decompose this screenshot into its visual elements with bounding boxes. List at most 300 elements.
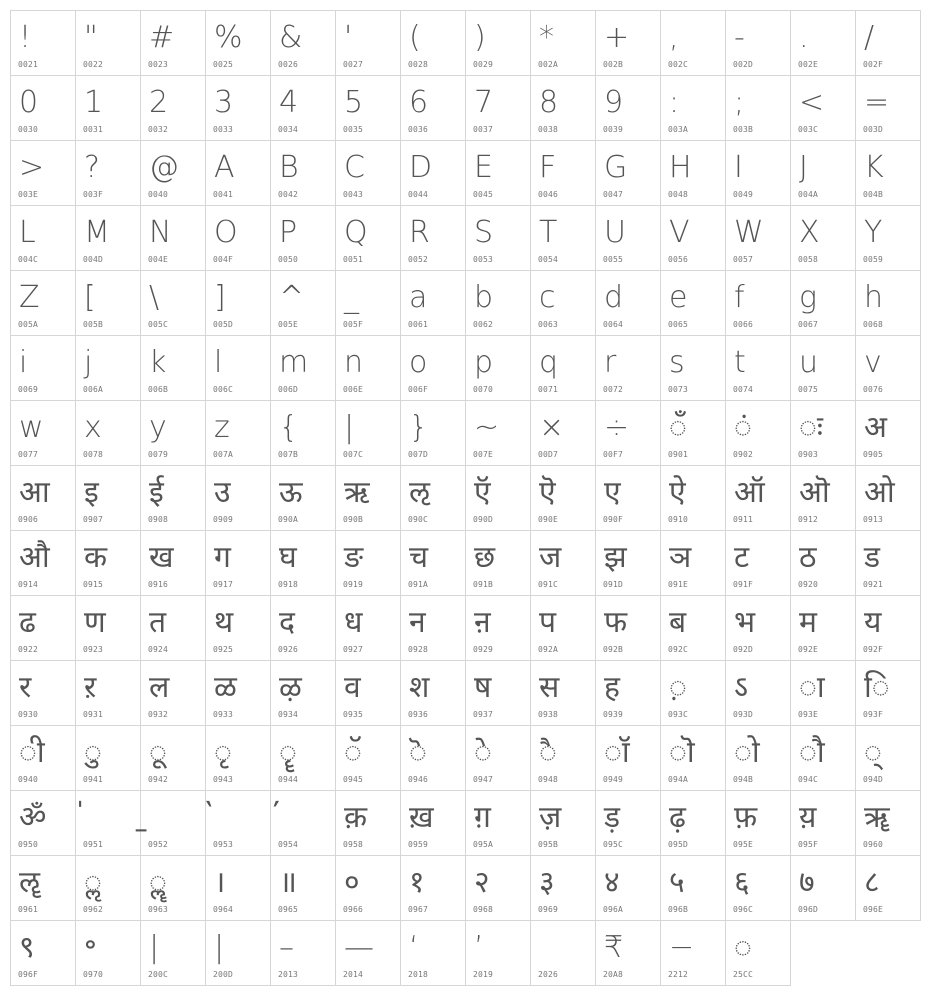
glyph-cell (856, 401, 921, 466)
glyph-char: ह (604, 670, 620, 705)
glyph-cell (11, 531, 76, 596)
glyph-char: फ़ (734, 800, 758, 835)
glyph-char: ै (539, 735, 557, 770)
glyph-code: 0049 (733, 190, 754, 199)
glyph-code: 0077 (18, 450, 39, 459)
glyph-cell (856, 76, 921, 141)
glyph-char: Y (864, 215, 883, 250)
glyph-char: n (344, 345, 364, 380)
glyph-char: w (19, 410, 44, 445)
glyph-code: 0032 (148, 125, 169, 134)
glyph-char: ग़ (474, 800, 491, 835)
glyph-char: A (214, 150, 235, 185)
glyph-code: 0923 (83, 645, 104, 654)
glyph-cell (596, 791, 661, 856)
glyph-char: R (409, 215, 430, 250)
glyph-code: 0055 (603, 255, 624, 264)
glyph-cell (271, 271, 336, 336)
glyph-code: 0966 (343, 905, 364, 914)
glyph-cell (206, 661, 271, 726)
glyph-code: 0912 (798, 515, 819, 524)
glyph-code: 091C (538, 580, 559, 589)
glyph-code: 092F (863, 645, 884, 654)
glyph-char: ( (409, 20, 421, 55)
glyph-cell (596, 336, 661, 401)
glyph-code: 0065 (668, 320, 689, 329)
glyph-char: f (734, 280, 745, 315)
glyph-char: झ (604, 540, 627, 575)
glyph-char: — (344, 930, 374, 965)
glyph-code: 004D (83, 255, 104, 264)
glyph-char: ~ (474, 410, 500, 445)
glyph-code: 0917 (213, 580, 234, 589)
glyph-code: 0914 (18, 580, 39, 589)
glyph-char: 6 (409, 85, 429, 120)
glyph-cell (11, 206, 76, 271)
glyph-char: उ (214, 475, 231, 510)
glyph-cell (531, 401, 596, 466)
glyph-code: 090C (408, 515, 429, 524)
glyph-cell (726, 401, 791, 466)
glyph-code: 0054 (538, 255, 559, 264)
glyph-code: 0041 (213, 190, 234, 199)
glyph-code: 0903 (798, 450, 819, 459)
glyph-code: 002B (603, 60, 624, 69)
glyph-cell (726, 336, 791, 401)
glyph-code: 0906 (18, 515, 39, 524)
glyph-cell (466, 336, 531, 401)
glyph-code: 007D (408, 450, 429, 459)
glyph-code: 0075 (798, 385, 819, 394)
glyph-cell (531, 856, 596, 921)
glyph-cell (141, 726, 206, 791)
glyph-cell (791, 791, 856, 856)
glyph-cell (11, 11, 76, 76)
glyph-cell (76, 921, 141, 986)
glyph-code: 0937 (473, 710, 494, 719)
glyph-code: 0936 (408, 710, 429, 719)
glyph-code: 0039 (603, 125, 624, 134)
glyph-char: | (214, 930, 225, 965)
glyph-cell (141, 791, 206, 856)
glyph-code: 0913 (863, 515, 884, 524)
glyph-cell (76, 206, 141, 271)
glyph-cell (76, 726, 141, 791)
glyph-code: 0967 (408, 905, 429, 914)
glyph-grid (10, 10, 921, 986)
glyph-code: 006B (148, 385, 169, 394)
glyph-char: & (279, 20, 303, 55)
glyph-char: T (539, 215, 558, 250)
glyph-code: 0934 (278, 710, 299, 719)
glyph-char: b (474, 280, 494, 315)
glyph-cell (206, 401, 271, 466)
glyph-cell (76, 11, 141, 76)
glyph-char: d (604, 280, 624, 315)
glyph-code: 094D (863, 775, 884, 784)
glyph-cell (76, 141, 141, 206)
glyph-cell (271, 791, 336, 856)
glyph-char: M (84, 215, 110, 250)
glyph-code: 0058 (798, 255, 819, 264)
glyph-cell (726, 921, 791, 986)
glyph-code: 0910 (668, 515, 689, 524)
glyph-char: * (539, 20, 554, 55)
glyph-code: 0945 (343, 775, 364, 784)
glyph-char: | (344, 410, 355, 445)
glyph-char: O (214, 215, 238, 250)
glyph-cell (661, 76, 726, 141)
glyph-code: 0946 (408, 775, 429, 784)
glyph-code: 0050 (278, 255, 299, 264)
glyph-char: − (669, 930, 695, 965)
glyph-cell (76, 401, 141, 466)
glyph-code: 0033 (213, 125, 234, 134)
glyph-cell (661, 11, 726, 76)
glyph-code: 0066 (733, 320, 754, 329)
glyph-char: C (344, 150, 365, 185)
glyph-char: ॉ (604, 735, 630, 770)
glyph-cell (11, 726, 76, 791)
glyph-cell (76, 466, 141, 531)
glyph-code: 00D7 (538, 450, 559, 459)
glyph-cell (11, 661, 76, 726)
glyph-char: ÷ (604, 410, 630, 445)
glyph-cell (76, 596, 141, 661)
glyph-code: 0038 (538, 125, 559, 134)
glyph-cell (856, 596, 921, 661)
glyph-cell (336, 726, 401, 791)
glyph-char: B (279, 150, 299, 185)
glyph-code: 0059 (863, 255, 884, 264)
glyph-code: 091A (408, 580, 429, 589)
glyph-code: 003D (863, 125, 884, 134)
glyph-cell (141, 76, 206, 141)
glyph-cell (401, 661, 466, 726)
glyph-cell (726, 531, 791, 596)
glyph-code: 0030 (18, 125, 39, 134)
glyph-cell (271, 206, 336, 271)
glyph-cell (791, 11, 856, 76)
glyph-cell (596, 466, 661, 531)
glyph-code: 007E (473, 450, 494, 459)
glyph-char: + (604, 20, 630, 55)
glyph-code: 0064 (603, 320, 624, 329)
glyph-cell (336, 271, 401, 336)
glyph-code: 006E (343, 385, 364, 394)
glyph-char: ौ (799, 735, 825, 770)
glyph-char: स (539, 670, 560, 705)
glyph-code: 0047 (603, 190, 624, 199)
glyph-cell (531, 466, 596, 531)
glyph-cell (661, 141, 726, 206)
glyph-char: V (669, 215, 690, 250)
glyph-char: E (474, 150, 493, 185)
glyph-cell (661, 661, 726, 726)
glyph-code: 091D (603, 580, 624, 589)
glyph-code: 0970 (83, 970, 104, 979)
glyph-char: ७ (799, 865, 815, 900)
glyph-cell (206, 336, 271, 401)
glyph-code: 0952 (148, 840, 169, 849)
glyph-cell (336, 336, 401, 401)
glyph-code: 200D (213, 970, 234, 979)
glyph-cell (791, 271, 856, 336)
glyph-char: ई (149, 475, 164, 510)
glyph-char: य़ (799, 800, 817, 835)
glyph-char: ५ (669, 865, 685, 900)
glyph-char: न (409, 605, 426, 640)
glyph-cell (401, 466, 466, 531)
glyph-cell (206, 76, 271, 141)
glyph-char: ि (864, 670, 890, 705)
glyph-char: ] (214, 280, 226, 315)
glyph-code: 0941 (83, 775, 104, 784)
glyph-code: 003F (83, 190, 104, 199)
glyph-cell (856, 791, 921, 856)
glyph-code: 0932 (148, 710, 169, 719)
glyph-cell (11, 401, 76, 466)
glyph-char: ! (19, 20, 32, 55)
glyph-char: P (279, 215, 298, 250)
glyph-cell (596, 11, 661, 76)
glyph-code: 005E (278, 320, 299, 329)
glyph-cell (141, 596, 206, 661)
glyph-cell (856, 856, 921, 921)
glyph-code: 0057 (733, 255, 754, 264)
glyph-code: 0926 (278, 645, 299, 654)
glyph-code: 006A (83, 385, 104, 394)
glyph-code: 004A (798, 190, 819, 199)
glyph-code: 0042 (278, 190, 299, 199)
glyph-cell (206, 726, 271, 791)
glyph-char: e (669, 280, 688, 315)
glyph-code: 095C (603, 840, 624, 849)
glyph-char: 4 (279, 85, 299, 120)
glyph-char: ऍ (474, 475, 491, 510)
glyph-code: 0074 (733, 385, 754, 394)
glyph-cell (336, 596, 401, 661)
glyph-code: 0961 (18, 905, 39, 914)
glyph-cell (531, 726, 596, 791)
glyph-char: क (84, 540, 108, 575)
glyph-cell (661, 401, 726, 466)
glyph-cell (791, 531, 856, 596)
glyph-cell (726, 661, 791, 726)
glyph-char: २ (474, 865, 490, 900)
glyph-char: ड़ (604, 800, 621, 835)
glyph-cell (141, 11, 206, 76)
glyph-cell (726, 856, 791, 921)
glyph-char: , (669, 20, 679, 55)
glyph-code: 096B (668, 905, 689, 914)
glyph-cell (76, 791, 141, 856)
glyph-cell (271, 466, 336, 531)
glyph-cell (141, 401, 206, 466)
glyph-code: 0073 (668, 385, 689, 394)
glyph-code: 0034 (278, 125, 299, 134)
glyph-char: y (149, 410, 167, 445)
glyph-cell (271, 11, 336, 76)
glyph-code: 0067 (798, 320, 819, 329)
glyph-char: ढ (19, 605, 36, 640)
glyph-cell (791, 401, 856, 466)
glyph-code: 25CC (733, 970, 754, 979)
glyph-code: 0045 (473, 190, 494, 199)
glyph-char: ँ (669, 410, 687, 445)
glyph-char: ् (864, 735, 882, 770)
glyph-code: 005A (18, 320, 39, 329)
glyph-cell (466, 596, 531, 661)
glyph-cell (11, 466, 76, 531)
glyph-code: 0901 (668, 450, 689, 459)
glyph-char: म (799, 605, 817, 640)
glyph-char: ऋ (344, 475, 370, 510)
glyph-code: 0048 (668, 190, 689, 199)
glyph-code: 0043 (343, 190, 364, 199)
glyph-code: 094A (668, 775, 689, 784)
glyph-char: ं (734, 410, 752, 445)
glyph-char: ; (734, 85, 745, 120)
glyph-char: g (799, 280, 818, 315)
glyph-cell (271, 921, 336, 986)
glyph-code: 095A (473, 840, 494, 849)
glyph-char: F (539, 150, 557, 185)
glyph-code: 092C (668, 645, 689, 654)
glyph-char: ल (149, 670, 170, 705)
glyph-code: 0947 (473, 775, 494, 784)
glyph-cell (726, 76, 791, 141)
glyph-code: 091E (668, 580, 689, 589)
glyph-code: 096C (733, 905, 754, 914)
glyph-cell (661, 336, 726, 401)
glyph-cell (726, 466, 791, 531)
glyph-cell (206, 921, 271, 986)
glyph-code: 0938 (538, 710, 559, 719)
glyph-char: ॥ (279, 865, 297, 900)
glyph-code: 093D (733, 710, 754, 719)
glyph-cell (141, 271, 206, 336)
glyph-code: 0943 (213, 775, 234, 784)
glyph-char: ८ (864, 865, 880, 900)
glyph-code: 0905 (863, 450, 884, 459)
glyph-char: घ (279, 540, 297, 575)
glyph-cell (661, 271, 726, 336)
glyph-cell (661, 596, 726, 661)
glyph-code: 006F (408, 385, 429, 394)
glyph-cell (141, 336, 206, 401)
glyph-cell (401, 76, 466, 141)
glyph-cell (466, 466, 531, 531)
glyph-cell (401, 531, 466, 596)
glyph-code: 0029 (473, 60, 494, 69)
glyph-code: 0044 (408, 190, 429, 199)
glyph-char: ‘ (409, 930, 419, 965)
glyph-char: 0 (19, 85, 39, 120)
glyph-code: 2018 (408, 970, 429, 979)
glyph-char: क़ (344, 800, 368, 835)
glyph-cell (401, 141, 466, 206)
glyph-code: 0939 (603, 710, 624, 719)
glyph-cell (531, 336, 596, 401)
glyph-char: ९ (19, 930, 35, 965)
glyph-char: ो (734, 735, 760, 770)
glyph-cell (596, 921, 661, 986)
glyph-code: 200C (148, 970, 169, 979)
glyph-char: ऑ (734, 475, 765, 510)
glyph-cell (531, 596, 596, 661)
glyph-char: ॐ (19, 800, 47, 835)
glyph-cell (401, 856, 466, 921)
glyph-code: 0037 (473, 125, 494, 134)
glyph-cell (466, 206, 531, 271)
glyph-char: l (214, 345, 223, 380)
glyph-code: 0948 (538, 775, 559, 784)
glyph-char: - (734, 20, 745, 55)
glyph-code: 002D (733, 60, 754, 69)
glyph-char: < (799, 85, 825, 120)
glyph-code: 0968 (473, 905, 494, 914)
glyph-char: ञ (669, 540, 692, 575)
glyph-char: L (19, 215, 36, 250)
glyph-cell (336, 921, 401, 986)
glyph-code: 096D (798, 905, 819, 914)
glyph-code: 0076 (863, 385, 884, 394)
glyph-char: आ (19, 475, 50, 510)
glyph-cell (856, 661, 921, 726)
glyph-code: 002E (798, 60, 819, 69)
glyph-char: छ (474, 540, 496, 575)
glyph-code: 007A (213, 450, 234, 459)
glyph-code: 007C (343, 450, 364, 459)
glyph-code: 0940 (18, 775, 39, 784)
glyph-char: p (474, 345, 494, 380)
glyph-cell (206, 856, 271, 921)
glyph-cell (466, 531, 531, 596)
glyph-cell (401, 921, 466, 986)
glyph-code: 2026 (538, 970, 559, 979)
glyph-char: ॡ (19, 865, 40, 900)
glyph-char: ट (734, 540, 750, 575)
glyph-char: ऎ (539, 475, 556, 510)
glyph-code: 003C (798, 125, 819, 134)
glyph-char: े (474, 735, 492, 770)
glyph-char: ढ़ (669, 800, 686, 835)
glyph-code: 091F (733, 580, 754, 589)
glyph-char: ़ (669, 670, 687, 705)
glyph-code: 003B (733, 125, 754, 134)
glyph-char: ऽ (734, 670, 749, 705)
glyph-char: 2 (149, 85, 169, 120)
glyph-char: ा (799, 670, 825, 705)
glyph-cell (531, 271, 596, 336)
glyph-cell (336, 791, 401, 856)
glyph-cell (401, 726, 466, 791)
glyph-cell (206, 11, 271, 76)
glyph-cell (856, 11, 921, 76)
glyph-cell (466, 921, 531, 986)
glyph-cell (726, 726, 791, 791)
glyph-char: व (344, 670, 361, 705)
glyph-char: इ (84, 475, 99, 510)
glyph-cell (336, 76, 401, 141)
glyph-char: G (604, 150, 628, 185)
glyph-code: 0022 (83, 60, 104, 69)
glyph-cell (596, 726, 661, 791)
glyph-cell (336, 401, 401, 466)
glyph-code: 004C (18, 255, 39, 264)
glyph-char: j (84, 345, 93, 380)
